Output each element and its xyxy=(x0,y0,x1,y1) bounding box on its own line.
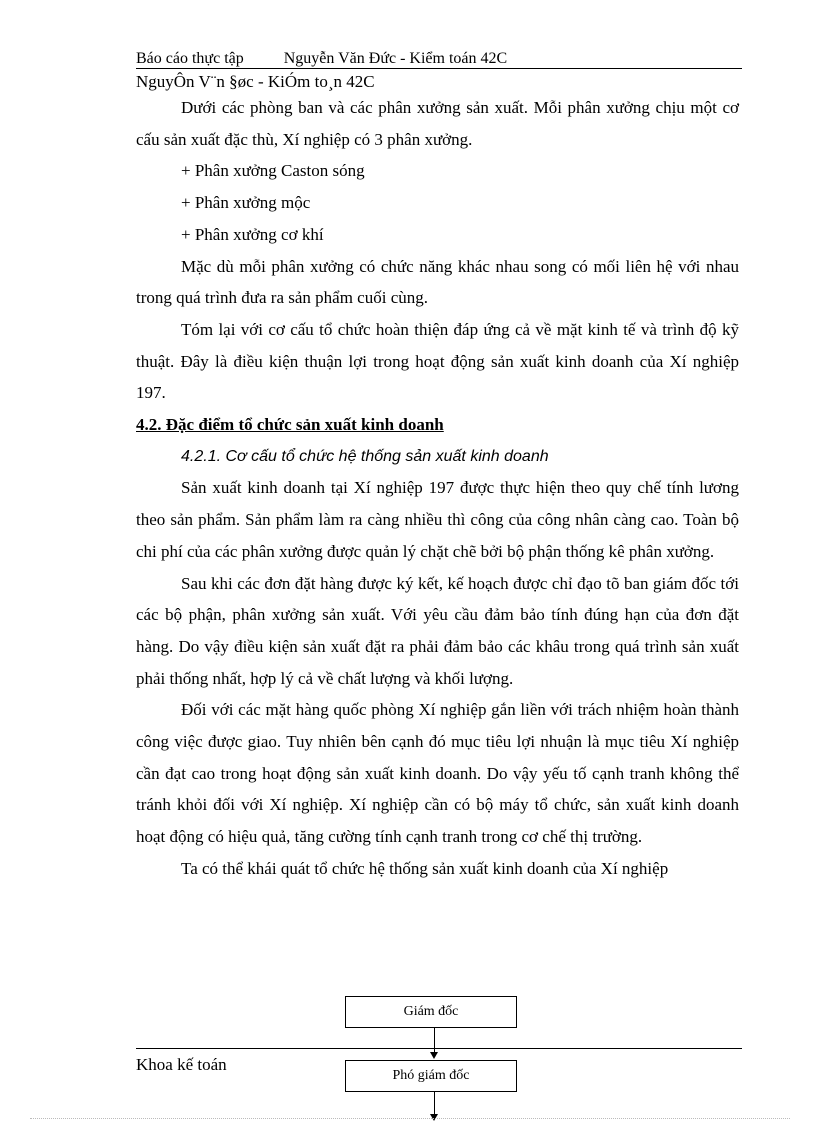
garbled-author-line: NguyÔn V¨n §øc - KiÓm to¸n 42C xyxy=(136,72,375,91)
diagram-box-deputy-director: Phó giám đốc xyxy=(345,1060,517,1092)
page-bottom-dotted-line xyxy=(30,1118,790,1119)
subsection-heading: 4.2.1. Cơ cấu tổ chức hệ thống sản xuất kinh doanh xyxy=(181,447,549,465)
paragraph: Sau khi các đơn đặt hàng được ký kết, kế hoạch được chỉ đạo tõ ban giám đốc tới các bộ phận, phân xưởng sản xuất. Với yêu cầu đảm bảo tính đúng hạn của đơn đặt hàng. Do vậy điều kiện sản xuất đặt ra phải đảm bảo các khâu trong quá trình sản xuất phải thống nhất, hợp lý cả về chất lượng và khối lượng. xyxy=(136,573,739,688)
page-header xyxy=(136,50,507,68)
bullet-item: + Phân xưởng mộc xyxy=(181,193,311,213)
diagram-arrow-line xyxy=(434,1091,435,1115)
page-footer: Khoa kế toán xyxy=(136,1055,227,1074)
diagram-arrow-head xyxy=(430,1052,438,1059)
footer-rule xyxy=(136,1048,742,1049)
paragraph: Sản xuất kinh doanh tại Xí nghiệp 197 được thực hiện theo quy chế tính lương theo sản phẩm. Sản phẩm làm ra càng nhiều thì công của công nhân càng cao. Toàn bộ chi phí của các phân xưởng được quản lý chặt chẽ bởi bộ phận thống kê phân xưởng. xyxy=(136,478,739,561)
paragraph: Tóm lại với cơ cấu tổ chức hoàn thiện đáp ứng cả về mặt kinh tế và trình độ kỹ thuật. Đây là điều kiện thuận lợi trong hoạt động sản xuất kinh doanh của Xí nghiệp 197. xyxy=(136,319,739,403)
diagram-box-director: Giám đốc xyxy=(345,996,517,1028)
paragraph: Dưới các phòng ban và các phân xưởng sản xuất. Mỗi phân xưởng chịu một cơ cấu sản xuất đặc thù, Xí nghiệp có 3 phân xưởng. xyxy=(136,98,739,149)
document-body xyxy=(136,92,739,885)
section-heading: 4.2. Đặc điểm tổ chức sản xuất kinh doanh xyxy=(136,415,444,435)
paragraph: Đối với các mặt hàng quốc phòng Xí nghiệp gắn liền với trách nhiệm hoàn thành công việc được giao. Tuy nhiên bên cạnh đó mục tiêu lợi nhuận là mục tiêu Xí nghiệp cần đạt cao trong hoạt động sản xuất kinh doanh. Do vậy yếu tố cạnh tranh không thể tránh khỏi đối với Xí nghiệp. Xí nghiệp cần có bộ máy tổ chức, sản xuất kinh doanh hoạt động có hiệu quả, tăng cường tính cạnh tranh trong cơ chế thị trường. xyxy=(136,700,739,847)
bullet-item: + Phân xưởng Caston sóng xyxy=(181,161,365,181)
paragraph: Mặc dù mỗi phân xưởng có chức năng khác nhau song có mối liên hệ với nhau trong quá trình đưa ra sản phẩm cuối cùng. xyxy=(136,256,739,308)
header-left: Báo cáo thực tập xyxy=(136,50,244,67)
bullet-item: + Phân xưởng cơ khí xyxy=(181,224,324,244)
paragraph: Ta có thể khái quát tổ chức hệ thống sản xuất kinh doanh của Xí nghiệp xyxy=(181,858,669,878)
header-rule xyxy=(136,68,742,69)
header-right: Nguyễn Văn Đức - Kiểm toán 42C xyxy=(283,50,508,67)
